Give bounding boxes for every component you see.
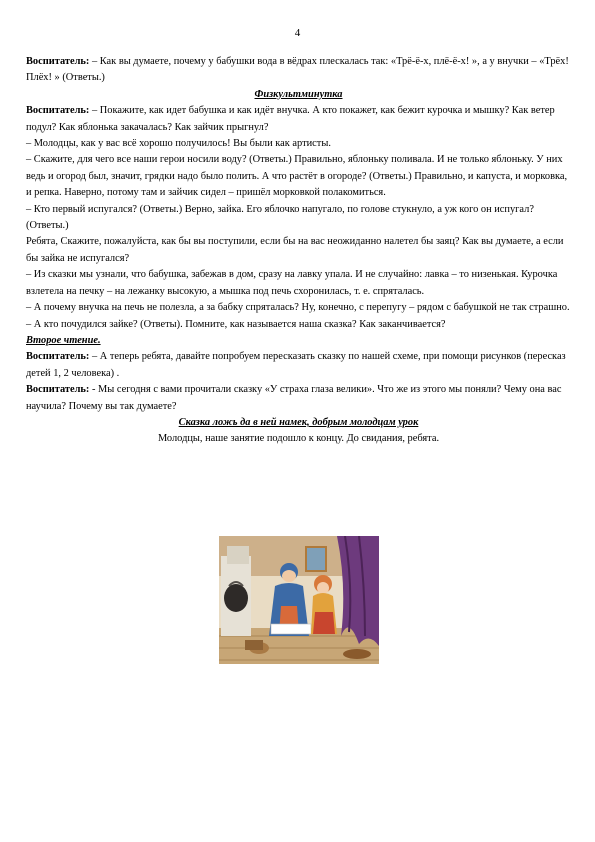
paragraph (26, 382, 571, 415)
paragraph-text: – Покажите, как идет бабушка и как идёт внучка. А кто покажет, как бежит курочка и мышку? Как ветер подул? Как яблонька закачалась? Как зайчик прыгнул? (26, 105, 555, 133)
page-number: 4 (294, 27, 301, 39)
paragraph: Ребята, Скажите, пожалуйста, как бы вы поступили, если бы на вас неожиданно налетел бы заяц? Как вы думаете, а если бы зайка не испугался? (26, 236, 564, 264)
proverb-heading: Сказка ложь да в ней намек, добрым молодцам урок (178, 416, 419, 428)
section-heading: Физкультминутка (254, 88, 343, 100)
paragraph-text: - Мы сегодня с вами прочитали сказку «У страха глаза велики». Что же из этого мы поняли? Чему она вас научила? Почему вы так думаете? (26, 384, 562, 412)
speaker-label: Воспитатель: (26, 351, 90, 363)
speaker-label: Воспитатель: (26, 384, 90, 396)
speaker-label: Воспитатель: (26, 105, 90, 117)
section-heading: Второе чтение. (26, 334, 101, 346)
closing-line: Молодцы, наше занятие подошло к концу. До свидания, ребята. (157, 433, 440, 445)
speaker-label: Воспитатель: (26, 56, 90, 67)
paragraph (26, 349, 571, 382)
fairy-tale-illustration (219, 536, 379, 664)
paragraph: – Скажите, для чего все наши герои носили воду? (Ответы.) Правильно, яблоньку поливала. И не только яблоньку. У них ведь и огород был, значит, грядки надо было полить. А что растёт в огороде? (Ответы.) Правильно, и капуста, и морковка, и репка. Наверно, потому там и зайчик сидел – пришёл морковкой полакомиться. (26, 154, 568, 199)
paragraph: – А почему внучка на печь не полезла, а за бабку спряталась? Ну, конечно, с перепугу – рядом с бабушкой не так страшно. (26, 302, 570, 314)
paragraph-text: – А теперь ребята, давайте попробуем пересказать сказку по нашей схеме, при помощи рисунков (пересказ детей 1, 2 человека) . (26, 351, 566, 379)
paragraph: – Кто первый испугался? (Ответы.) Верно, зайка. Его яблочко напугало, по голове стукнуло, а уж кого он испугал? (Ответы.) (26, 203, 534, 232)
paragraph: – А кто почудился зайке? (Ответы). Помните, как называется наша сказка? Как заканчивается? (26, 318, 446, 330)
paragraph (26, 103, 571, 136)
paragraph-text: – Как вы думаете, почему у бабушки вода в вёдрах плескалась так: «Трё-ё-х, плё-ё-х! », а у внучки – «Трёх! Плёх! » (Ответы.) (26, 56, 569, 84)
paragraph: – Молодцы, как у вас всё хорошо получилось! Вы были как артисты. (26, 138, 331, 150)
paragraph: – Из сказки мы узнали, что бабушка, забежав в дом, сразу на лавку упала. И не случайно: лавка – то низенькая. Курочка взлетела на печку – на лежанку высокую, а мышка под печь схоронилась, т. е. спряталась. (26, 269, 558, 297)
paragraph (26, 54, 571, 87)
document-body (26, 54, 571, 448)
